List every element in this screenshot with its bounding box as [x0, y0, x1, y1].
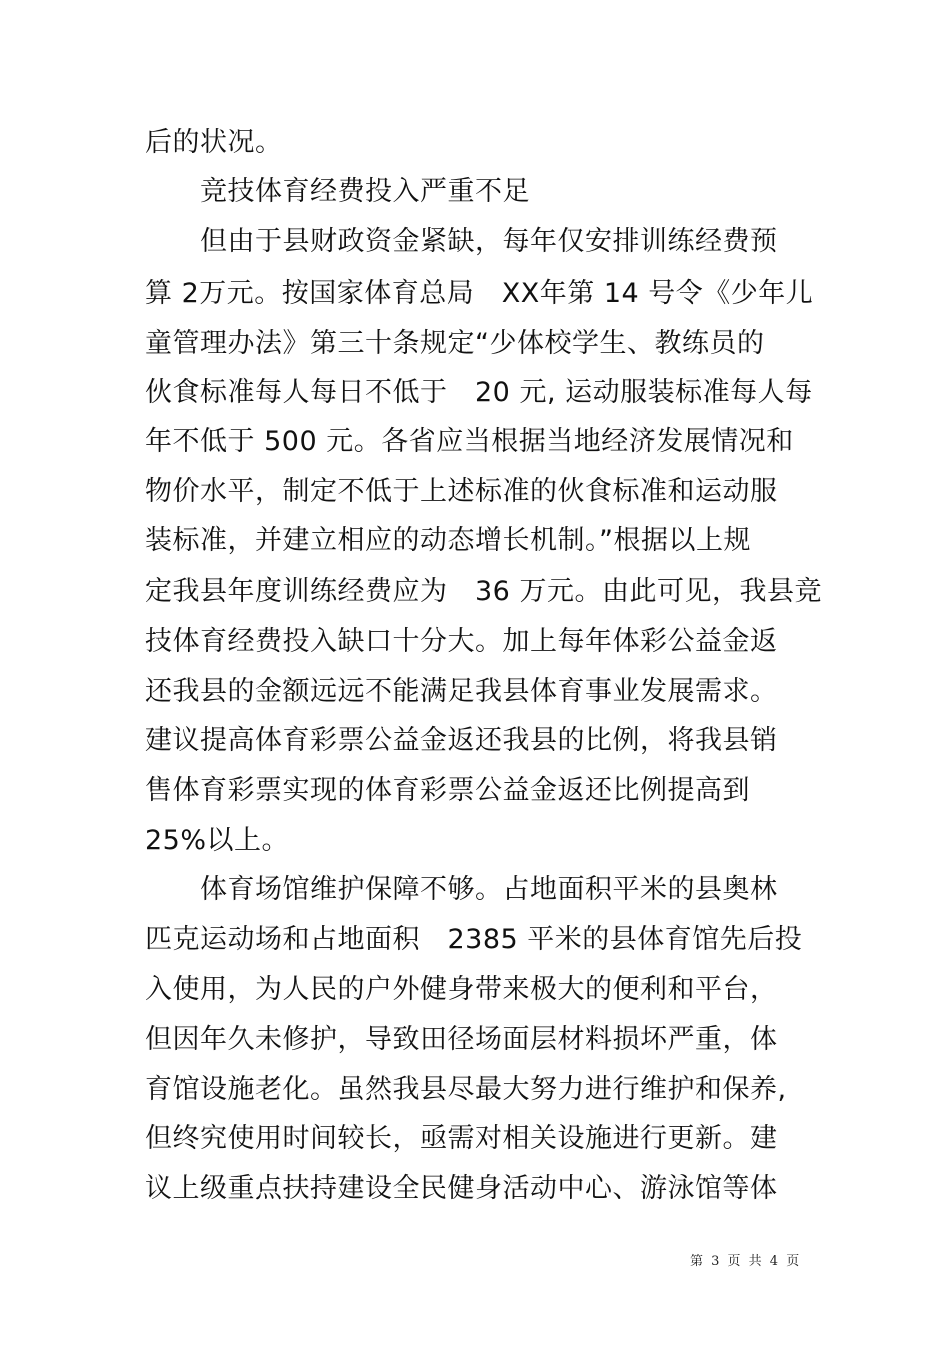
paragraph-line: 还我县的金额远远不能满足我县体育事业发展需求。: [145, 676, 778, 707]
paragraph-line: 入使用，为人民的户外健身带来极大的便利和平台，: [145, 974, 778, 1005]
paragraph-line: 体育场馆维护保障不够。占地面积平米的县奥林: [200, 874, 778, 905]
paragraph-line: 议上级重点扶持建设全民健身活动中心、游泳馆等体: [145, 1173, 778, 1204]
paragraph-line: 但由于县财政资金紧缺，每年仅安排训练经费预: [200, 226, 778, 257]
paragraph-line: 售体育彩票实现的体育彩票公益金返还比例提高到: [145, 775, 750, 806]
paragraph-line: 但终究使用时间较长，亟需对相关设施进行更新。建: [145, 1123, 778, 1154]
paragraph-line: 技体育经费投入缺口十分大。加上每年体彩公益金返: [145, 626, 778, 657]
paragraph-line: 25%以上。: [145, 825, 290, 856]
paragraph-line: 育馆设施老化。虽然我县尽最大努力进行维护和保养,: [145, 1074, 787, 1105]
paragraph-line: 建议提高体育彩票公益金返还我县的比例，将我县销: [145, 725, 778, 756]
paragraph-line: 匹克运动场和占地面积 2385 平米的县体育馆先后投: [145, 924, 803, 955]
paragraph-line: 但因年久未修护，导致田径场面层材料损坏严重，体: [145, 1024, 778, 1055]
paragraph-line: 物价水平，制定不低于上述标准的伙食标准和运动服: [145, 476, 778, 507]
paragraph-line: 算 2万元。按国家体育总局 XX年第 14 号令《少年儿: [145, 278, 814, 309]
paragraph-line: 伙食标准每人每日不低于 20 元, 运动服装标准每人每: [145, 377, 813, 408]
page-number-footer: 第 3 页 共 4 页: [690, 1254, 802, 1269]
paragraph-line: 后的状况。: [145, 127, 283, 158]
paragraph-line: 年不低于 500 元。各省应当根据当地经济发展情况和: [145, 426, 794, 457]
section-heading: 竞技体育经费投入严重不足: [200, 176, 530, 207]
paragraph-line: 定我县年度训练经费应为 36 万元。由此可见，我县竞: [145, 576, 822, 607]
paragraph-line: 装标准，并建立相应的动态增长机制。”根据以上规: [145, 525, 751, 556]
paragraph-line: 童管理办法》第三十条规定“少体校学生、教练员的: [145, 328, 765, 359]
